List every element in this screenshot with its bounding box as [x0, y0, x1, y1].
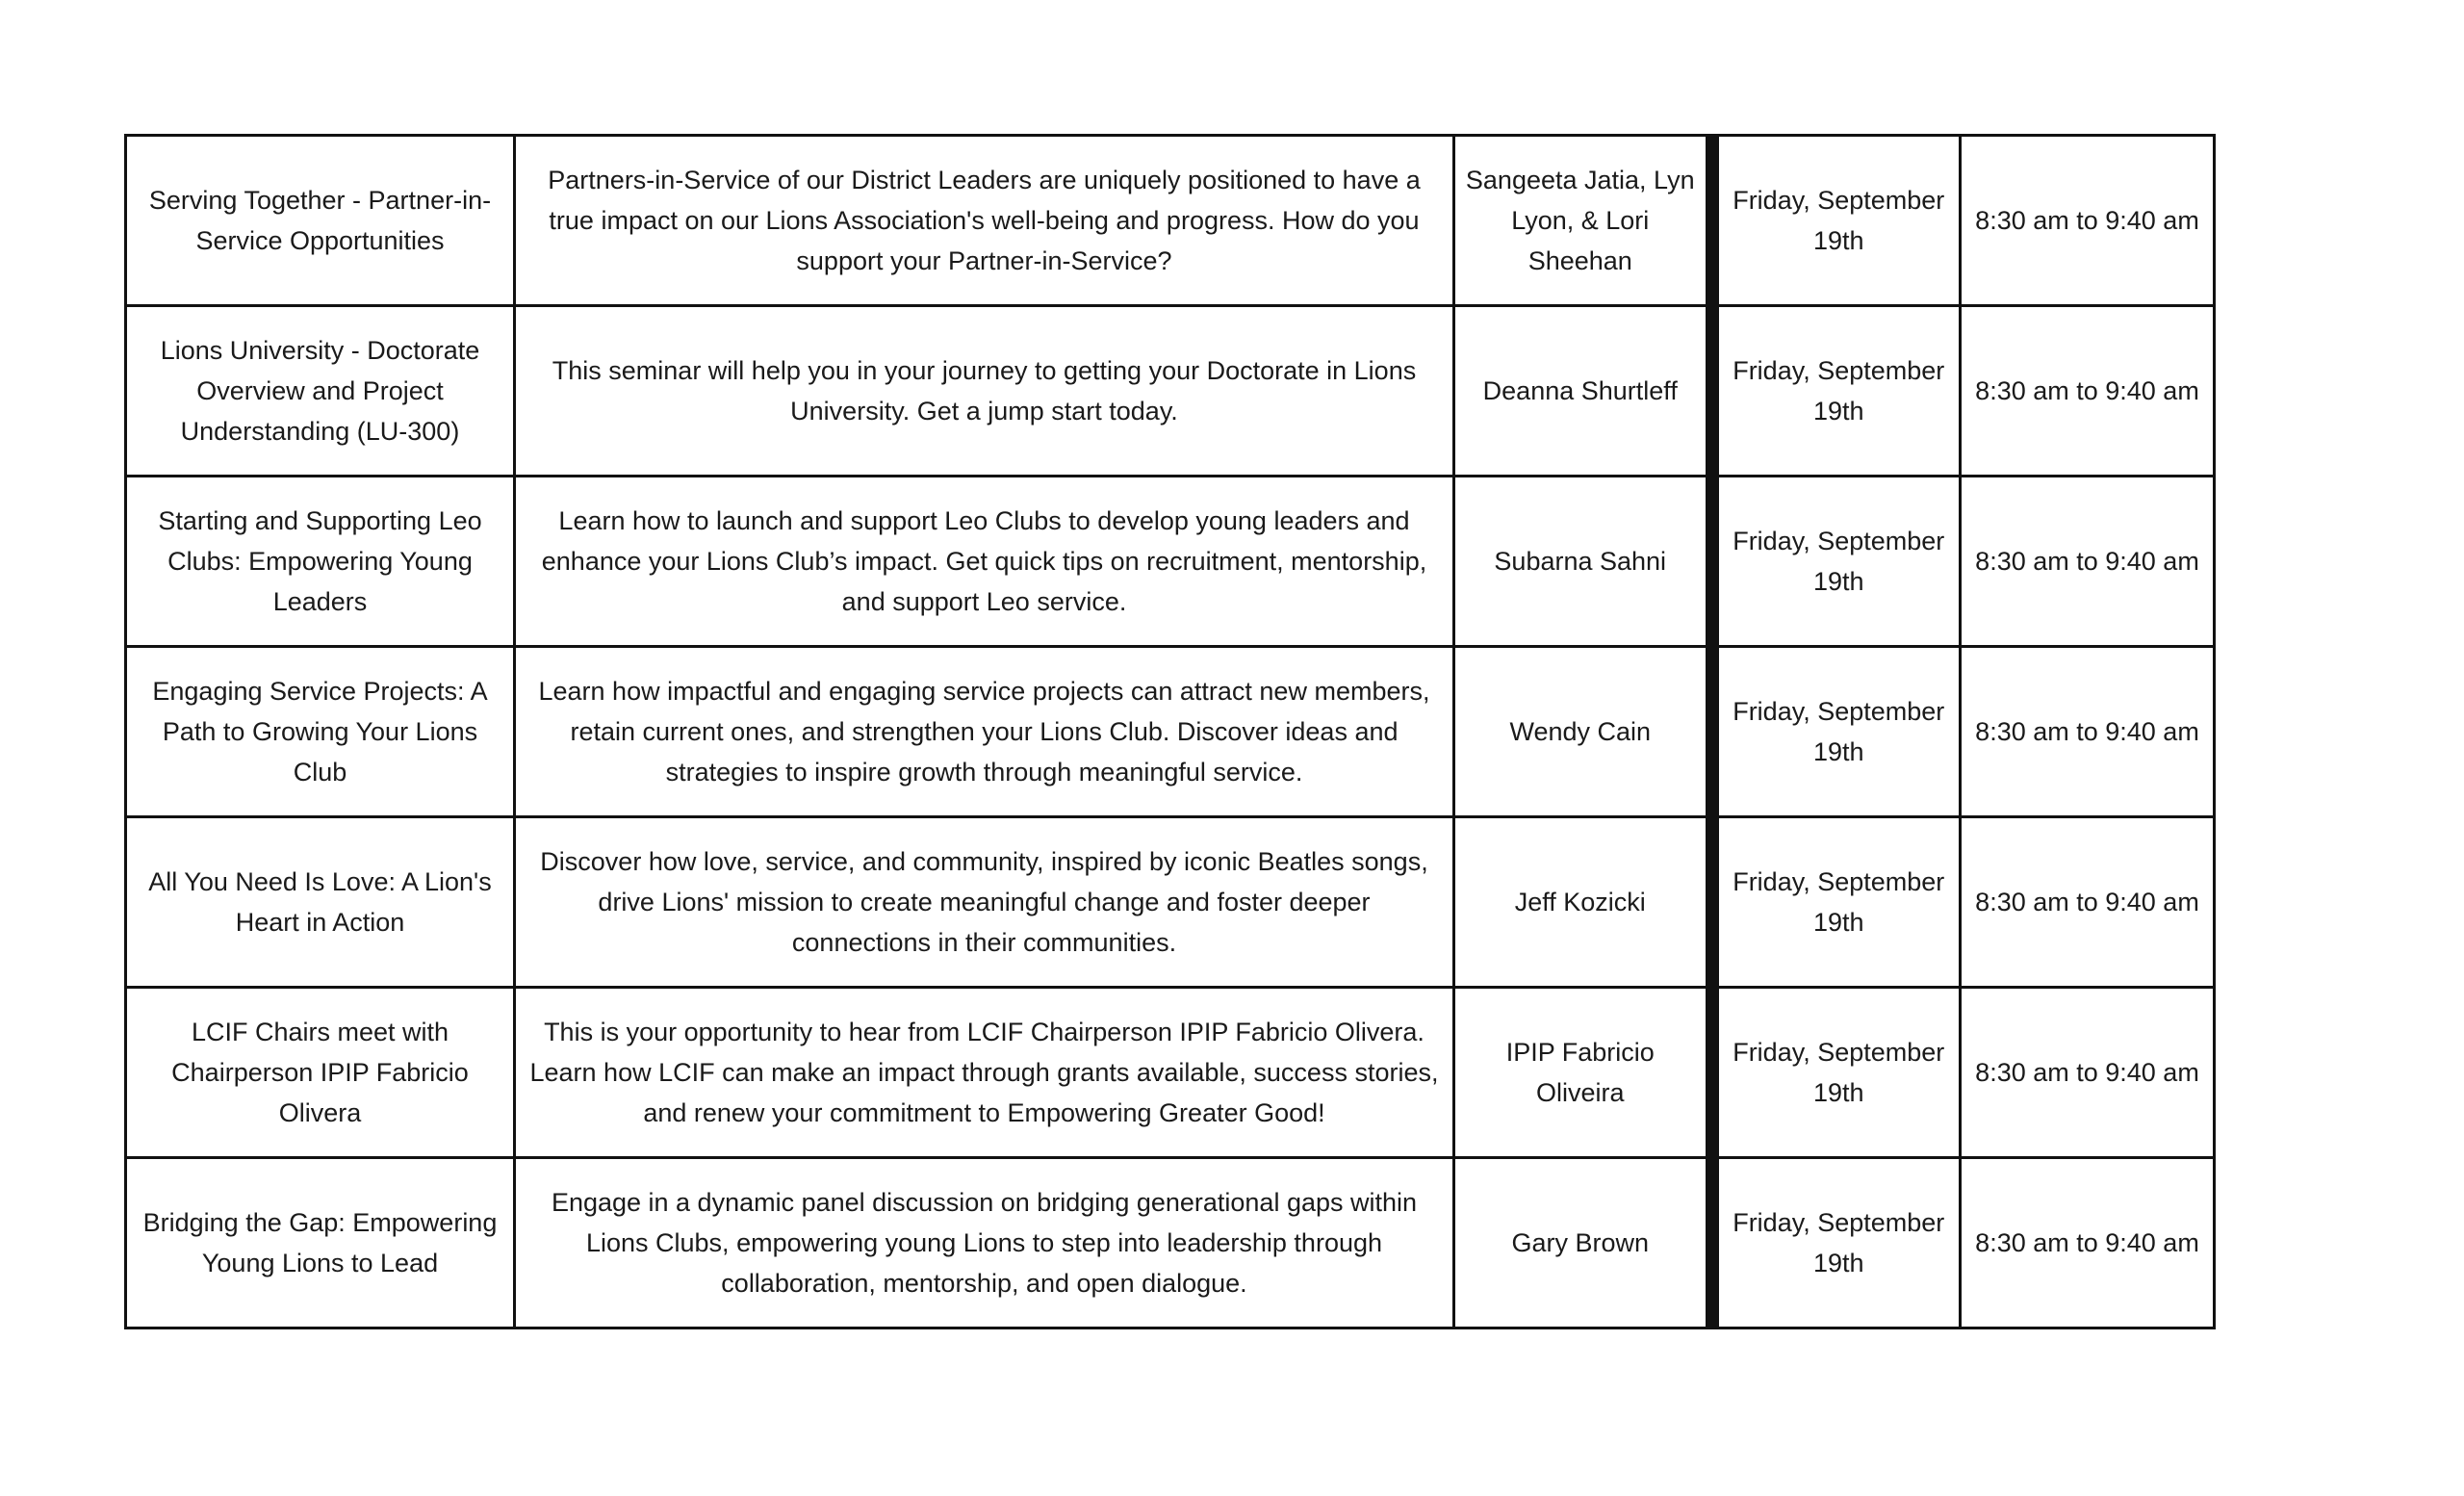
session-speaker: Wendy Cain: [1454, 647, 1712, 817]
session-speaker: Sangeeta Jatia, Lyn Lyon, & Lori Sheehan: [1454, 136, 1712, 306]
session-time: 8:30 am to 9:40 am: [1961, 136, 2215, 306]
session-speaker: Gary Brown: [1454, 1158, 1712, 1328]
table-row: [126, 477, 2215, 647]
table-row: [126, 136, 2215, 306]
session-time: 8:30 am to 9:40 am: [1961, 1158, 2215, 1328]
session-time: 8:30 am to 9:40 am: [1961, 647, 2215, 817]
session-description: Engage in a dynamic panel discussion on bridging generational gaps within Lions Clubs, empowering young Lions to step into leadership through collaboration, mentorship, and open dialogue.: [515, 1158, 1454, 1328]
session-day: Friday, September 19th: [1712, 136, 1961, 306]
session-speaker: IPIP Fabricio Oliveira: [1454, 988, 1712, 1158]
session-title: LCIF Chairs meet with Chairperson IPIP Fabricio Olivera: [126, 988, 515, 1158]
session-title: All You Need Is Love: A Lion's Heart in Action: [126, 817, 515, 988]
session-title: Serving Together - Partner-in-Service Opportunities: [126, 136, 515, 306]
session-title: Bridging the Gap: Empowering Young Lions to Lead: [126, 1158, 515, 1328]
session-time: 8:30 am to 9:40 am: [1961, 306, 2215, 477]
session-description: This seminar will help you in your journey to getting your Doctorate in Lions University. Get a jump start today.: [515, 306, 1454, 477]
session-title: Starting and Supporting Leo Clubs: Empowering Young Leaders: [126, 477, 515, 647]
table-row: [126, 817, 2215, 988]
session-description: Discover how love, service, and community, inspired by iconic Beatles songs, drive Lions' mission to create meaningful change and foster deeper connections in their communities.: [515, 817, 1454, 988]
table-row: [126, 306, 2215, 477]
session-day: Friday, September 19th: [1712, 477, 1961, 647]
session-speaker: Subarna Sahni: [1454, 477, 1712, 647]
sessions-table: [124, 134, 2216, 1329]
session-day: Friday, September 19th: [1712, 1158, 1961, 1328]
session-day: Friday, September 19th: [1712, 647, 1961, 817]
table-row: [126, 1158, 2215, 1328]
table-row: [126, 647, 2215, 817]
session-description: Partners-in-Service of our District Leaders are uniquely positioned to have a true impact on our Lions Association's well-being and progress. How do you support your Partner-in-Service?: [515, 136, 1454, 306]
session-description: Learn how to launch and support Leo Clubs to develop young leaders and enhance your Lions Club’s impact. Get quick tips on recruitment, mentorship, and support Leo service.: [515, 477, 1454, 647]
session-description: This is your opportunity to hear from LCIF Chairperson IPIP Fabricio Olivera. Learn how LCIF can make an impact through grants available, success stories, and renew your commitment to Empowering Greater Good!: [515, 988, 1454, 1158]
session-time: 8:30 am to 9:40 am: [1961, 817, 2215, 988]
session-title: Engaging Service Projects: A Path to Growing Your Lions Club: [126, 647, 515, 817]
session-day: Friday, September 19th: [1712, 306, 1961, 477]
session-title: Lions University - Doctorate Overview and Project Understanding (LU-300): [126, 306, 515, 477]
session-speaker: Deanna Shurtleff: [1454, 306, 1712, 477]
session-time: 8:30 am to 9:40 am: [1961, 477, 2215, 647]
session-time: 8:30 am to 9:40 am: [1961, 988, 2215, 1158]
session-speaker: Jeff Kozicki: [1454, 817, 1712, 988]
session-day: Friday, September 19th: [1712, 817, 1961, 988]
sessions-table-body: [126, 136, 2215, 1328]
session-description: Learn how impactful and engaging service projects can attract new members, retain current ones, and strengthen your Lions Club. Discover ideas and strategies to inspire growth through meaningful service.: [515, 647, 1454, 817]
table-row: [126, 988, 2215, 1158]
session-day: Friday, September 19th: [1712, 988, 1961, 1158]
